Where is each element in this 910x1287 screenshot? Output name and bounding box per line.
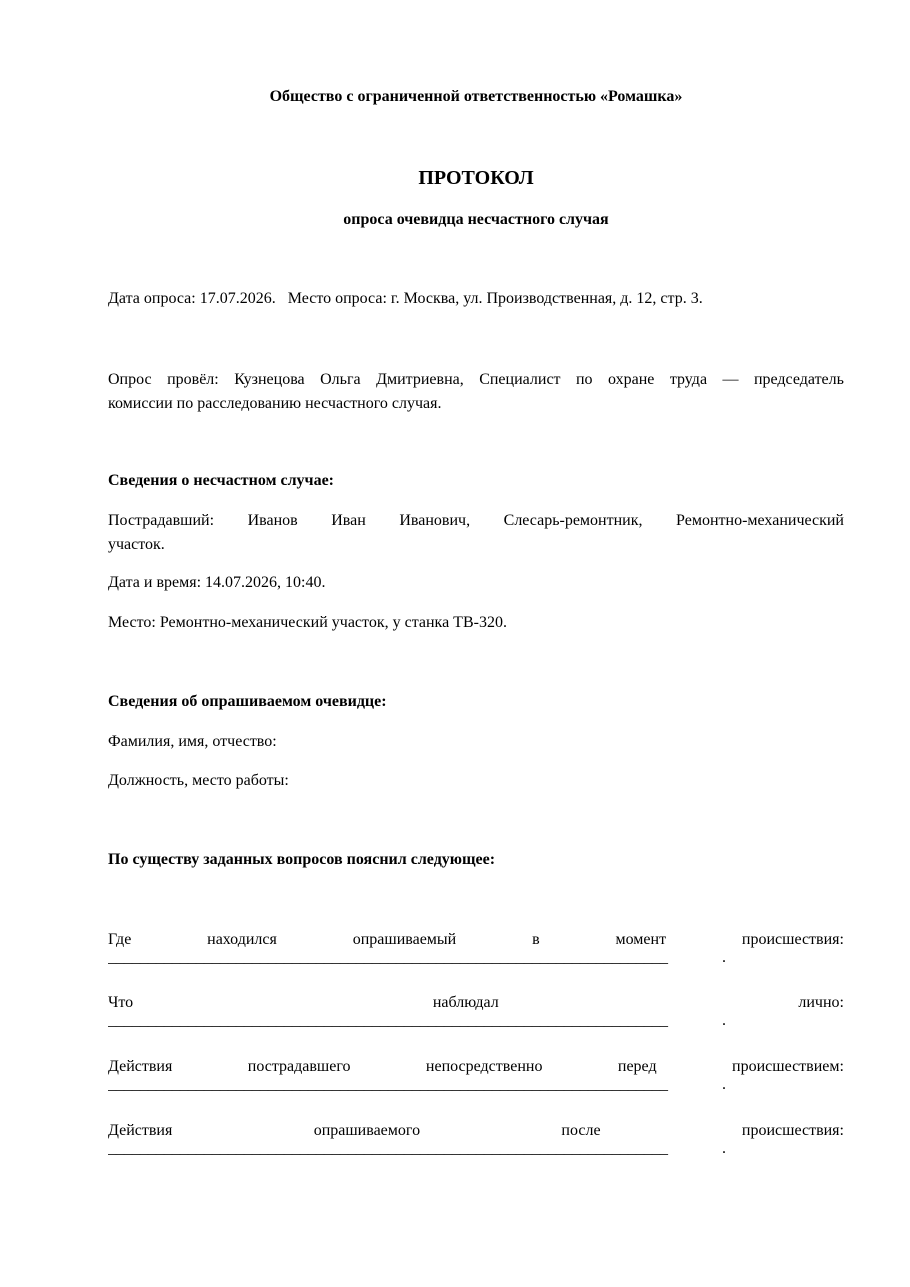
accident-datetime: Дата и время: 14.07.2026, 10:40. <box>108 574 326 591</box>
answer-blank-line[interactable]: ______________________________________________________________________ <box>108 1140 668 1157</box>
interviewer-line-1 <box>108 368 844 392</box>
question-word: опрашиваемого <box>313 1122 421 1139</box>
witness-position-label: Должность, место работы: <box>108 772 289 789</box>
victim-word: Ремонтно-механический <box>676 512 844 529</box>
interviewer-word: Дмитриевна, <box>376 371 464 388</box>
victim-word: Иванов <box>247 512 298 529</box>
interview-date-place: Дата опроса: 17.07.2026. Место опроса: г. Москва, ул. Производственная, д. 12, стр. 3. <box>108 290 703 307</box>
question-word: происшествия: <box>741 1122 844 1139</box>
question-word: находился <box>207 931 277 948</box>
question-word: пострадавшего <box>247 1058 351 1075</box>
victim-word: Иванович, <box>399 512 471 529</box>
interviewer-info <box>108 368 844 416</box>
accident-section-heading: Сведения о несчастном случае: <box>108 472 334 489</box>
question-word: в <box>532 931 540 948</box>
question-word: опрашиваемый <box>352 931 457 948</box>
question-word: перед <box>617 1058 657 1075</box>
question-word: Действия <box>108 1058 173 1075</box>
question-word: происшествия: <box>741 931 844 948</box>
interviewer-word: — <box>722 371 739 388</box>
accident-place: Место: Ремонтно-механический участок, у станка ТВ-320. <box>108 614 507 631</box>
question-1 <box>108 931 844 949</box>
answer-blank-end: . <box>722 1012 726 1029</box>
interviewer-line-2: комиссии по расследованию несчастного случая. <box>108 395 442 412</box>
interviewer-word: труда <box>669 371 708 388</box>
question-2 <box>108 994 844 1012</box>
answer-blank-line[interactable]: ______________________________________________________________________ <box>108 1076 668 1093</box>
question-word: после <box>561 1122 601 1139</box>
victim-word: Иван <box>331 512 366 529</box>
interviewer-word: охране <box>608 371 655 388</box>
victim-line-2: участок. <box>108 536 165 553</box>
question-word: непосредственно <box>425 1058 543 1075</box>
answer-blank-line[interactable]: ______________________________________________________________________ <box>108 1012 668 1029</box>
question-word: происшествием: <box>732 1058 844 1075</box>
witness-section-heading: Сведения об опрашиваемом очевидце: <box>108 693 387 710</box>
answer-blank-end: . <box>722 1076 726 1093</box>
victim-line-1 <box>108 509 844 533</box>
victim-info <box>108 509 844 557</box>
question-word: наблюдал <box>432 994 499 1011</box>
question-word: момент <box>615 931 667 948</box>
organization-name: Общество с ограниченной ответственностью «Ромашка» <box>269 88 683 105</box>
question-4 <box>108 1122 844 1140</box>
victim-word: Слесарь-ремонтник, <box>503 512 643 529</box>
answer-blank-end: . <box>722 1140 726 1157</box>
document-subtitle: опроса очевидца несчастного случая <box>343 211 609 228</box>
witness-fio-label: Фамилия, имя, отчество: <box>108 733 277 750</box>
answer-blank-line[interactable]: ______________________________________________________________________ <box>108 949 668 966</box>
question-word: Где <box>108 931 132 948</box>
explanation-heading: По существу заданных вопросов пояснил следующее: <box>108 851 496 868</box>
interviewer-word: провёл: <box>167 371 219 388</box>
interviewer-word: по <box>575 371 593 388</box>
interviewer-word: Кузнецова <box>234 371 305 388</box>
question-3 <box>108 1058 844 1076</box>
question-word: Что <box>108 994 134 1011</box>
question-word: Действия <box>108 1122 173 1139</box>
answer-blank-end: . <box>722 949 726 966</box>
interviewer-word: Ольга <box>320 371 361 388</box>
interviewer-word: председатель <box>753 371 844 388</box>
question-word: лично: <box>798 994 844 1011</box>
document-title: ПРОТОКОЛ <box>418 167 534 189</box>
victim-word: Пострадавший: <box>108 512 215 529</box>
interviewer-word: Специалист <box>479 371 561 388</box>
interviewer-word: Опрос <box>108 371 152 388</box>
